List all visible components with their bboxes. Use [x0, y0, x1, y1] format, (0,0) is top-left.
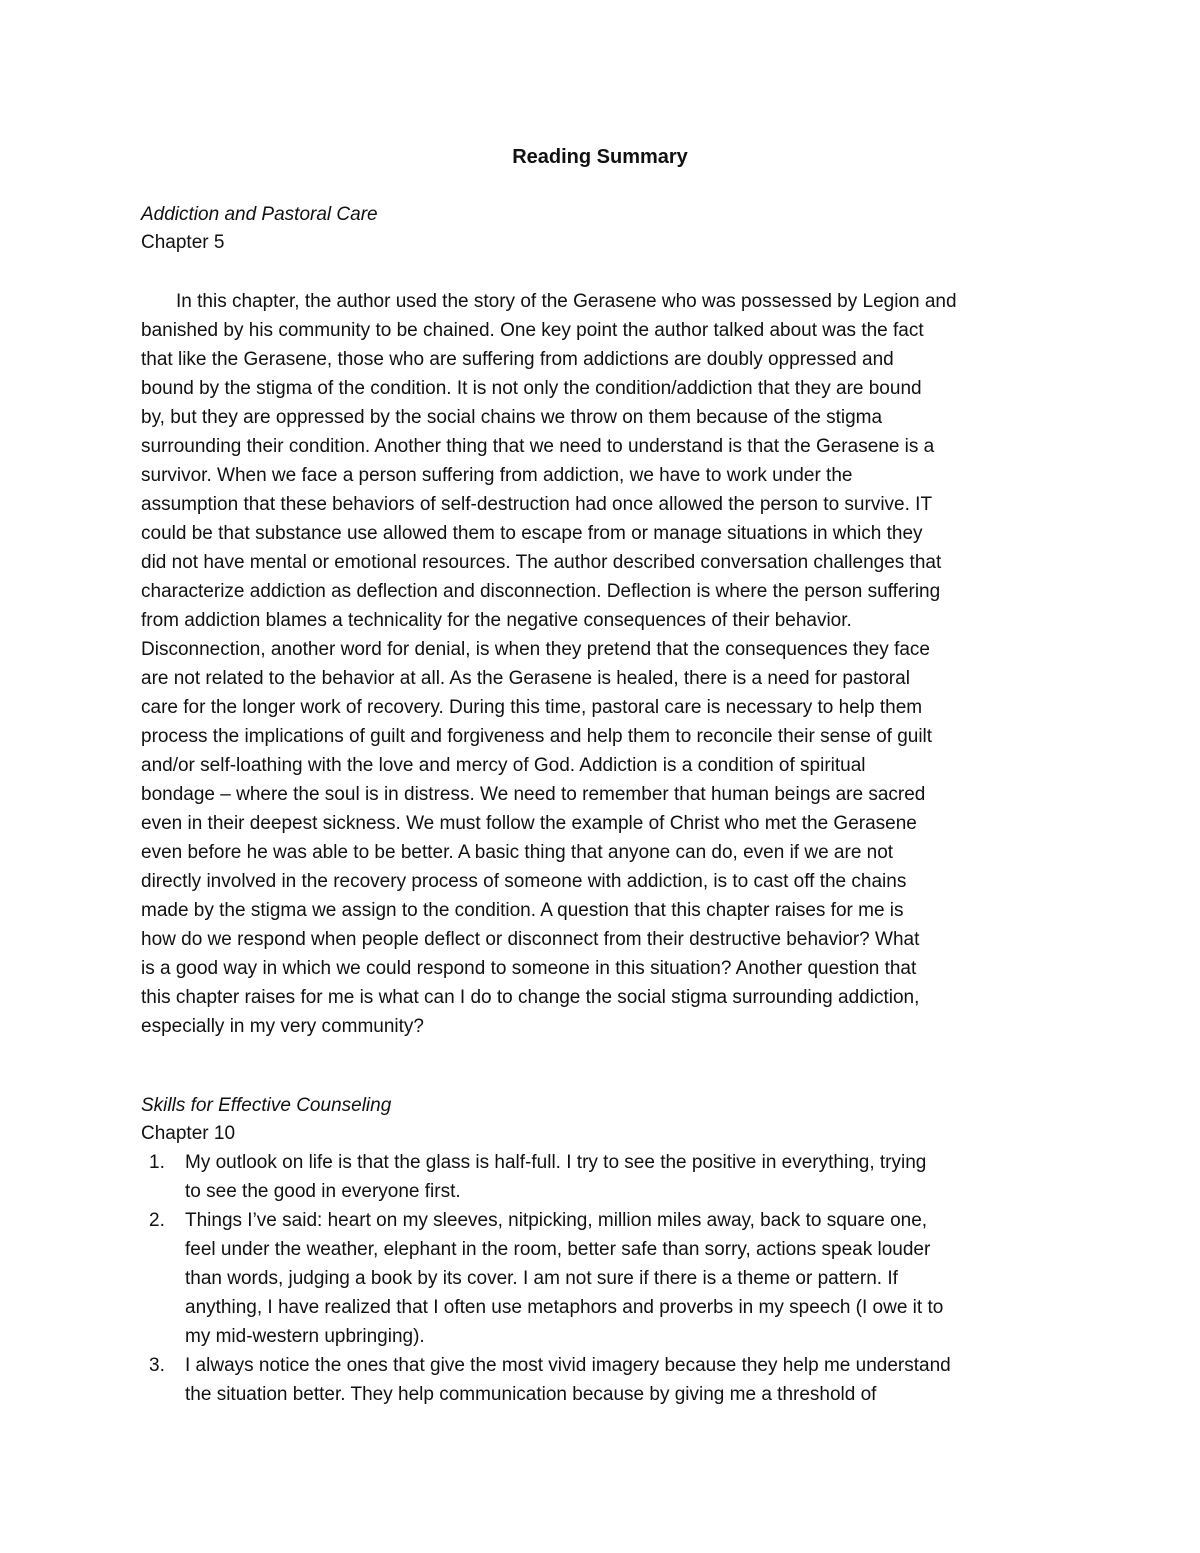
paragraph-line: from addiction blames a technicality for the negative consequences of their behavior.	[141, 610, 852, 631]
paragraph-line: by, but they are oppressed by the social chains we throw on them because of the stigma	[141, 407, 883, 428]
paragraph-line: characterize addiction as deflection and disconnection. Deflection is where the person suffering	[141, 581, 941, 602]
list-item-line: to see the good in everyone first.	[185, 1181, 461, 1202]
paragraph-line: did not have mental or emotional resources. The author described conversation challenges that	[141, 552, 942, 573]
list-item-line: the situation better. They help communication because by giving me a threshold of	[185, 1384, 877, 1405]
list-item-line: Things I’ve said: heart on my sleeves, nitpicking, million miles away, back to square one,	[185, 1210, 928, 1231]
list-item-line: than words, judging a book by its cover. I am not sure if there is a theme or pattern. If	[185, 1268, 898, 1289]
summary-paragraph	[141, 287, 1071, 1041]
paragraph-line: surrounding their condition. Another thing that we need to understand is that the Gerasene is a	[141, 436, 935, 457]
list-item-number: 3.	[149, 1355, 165, 1376]
paragraph-line: bound by the stigma of the condition. It is not only the condition/addiction that they are bound	[141, 378, 922, 399]
chapter-label-5: Chapter 5	[141, 232, 225, 253]
paragraph-line: banished by his community to be chained. One key point the author talked about was the fact	[141, 320, 924, 341]
book-title-addiction: Addiction and Pastoral Care	[141, 204, 378, 225]
document-title: Reading Summary	[512, 146, 688, 168]
paragraph-line: made by the stigma we assign to the condition. A question that this chapter raises for me is	[141, 900, 904, 921]
paragraph-line: survivor. When we face a person suffering from addiction, we have to work under the	[141, 465, 853, 486]
paragraph-line: In this chapter, the author used the story of the Gerasene who was possessed by Legion and	[176, 291, 957, 312]
numbered-list	[149, 1148, 1079, 1409]
list-item-line: feel under the weather, elephant in the room, better safe than sorry, actions speak louder	[185, 1239, 931, 1260]
paragraph-line: even before he was able to be better. A basic thing that anyone can do, even if we are not	[141, 842, 894, 863]
paragraph-line: and/or self-loathing with the love and mercy of God. Addiction is a condition of spiritual	[141, 755, 866, 776]
paragraph-line: even in their deepest sickness. We must follow the example of Christ who met the Gerasene	[141, 813, 917, 834]
list-item	[149, 1206, 1079, 1351]
paragraph-line: especially in my very community?	[141, 1016, 424, 1037]
paragraph-line: how do we respond when people deflect or disconnect from their destructive behavior? What	[141, 929, 920, 950]
paragraph-line: is a good way in which we could respond to someone in this situation? Another question that	[141, 958, 917, 979]
paragraph-line: are not related to the behavior at all. As the Gerasene is healed, there is a need for pastoral	[141, 668, 910, 689]
list-item-line: my mid-western upbringing).	[185, 1326, 425, 1347]
paragraph-line: Disconnection, another word for denial, is when they pretend that the consequences they face	[141, 639, 930, 660]
book-title-counseling: Skills for Effective Counseling	[141, 1095, 392, 1116]
paragraph-line: that like the Gerasene, those who are suffering from addictions are doubly oppressed and	[141, 349, 894, 370]
paragraph-line: care for the longer work of recovery. During this time, pastoral care is necessary to help them	[141, 697, 923, 718]
list-item	[149, 1148, 1079, 1206]
paragraph-line: assumption that these behaviors of self-destruction had once allowed the person to survive. IT	[141, 494, 933, 515]
list-item-line: I always notice the ones that give the most vivid imagery because they help me understand	[185, 1355, 951, 1376]
list-item-line: anything, I have realized that I often use metaphors and proverbs in my speech (I owe it to	[185, 1297, 944, 1318]
paragraph-line: bondage – where the soul is in distress. We need to remember that human beings are sacred	[141, 784, 926, 805]
list-item-number: 2.	[149, 1210, 165, 1231]
paragraph-line: could be that substance use allowed them to escape from or manage situations in which they	[141, 523, 923, 544]
list-item-line: My outlook on life is that the glass is half-full. I try to see the positive in everything, trying	[185, 1152, 927, 1173]
paragraph-line: this chapter raises for me is what can I do to change the social stigma surrounding addiction,	[141, 987, 920, 1008]
list-item	[149, 1351, 1079, 1409]
list-item-number: 1.	[149, 1152, 165, 1173]
chapter-label-10: Chapter 10	[141, 1123, 236, 1144]
paragraph-line: process the implications of guilt and forgiveness and help them to reconcile their sense of guilt	[141, 726, 933, 747]
paragraph-line: directly involved in the recovery process of someone with addiction, is to cast off the chains	[141, 871, 907, 892]
